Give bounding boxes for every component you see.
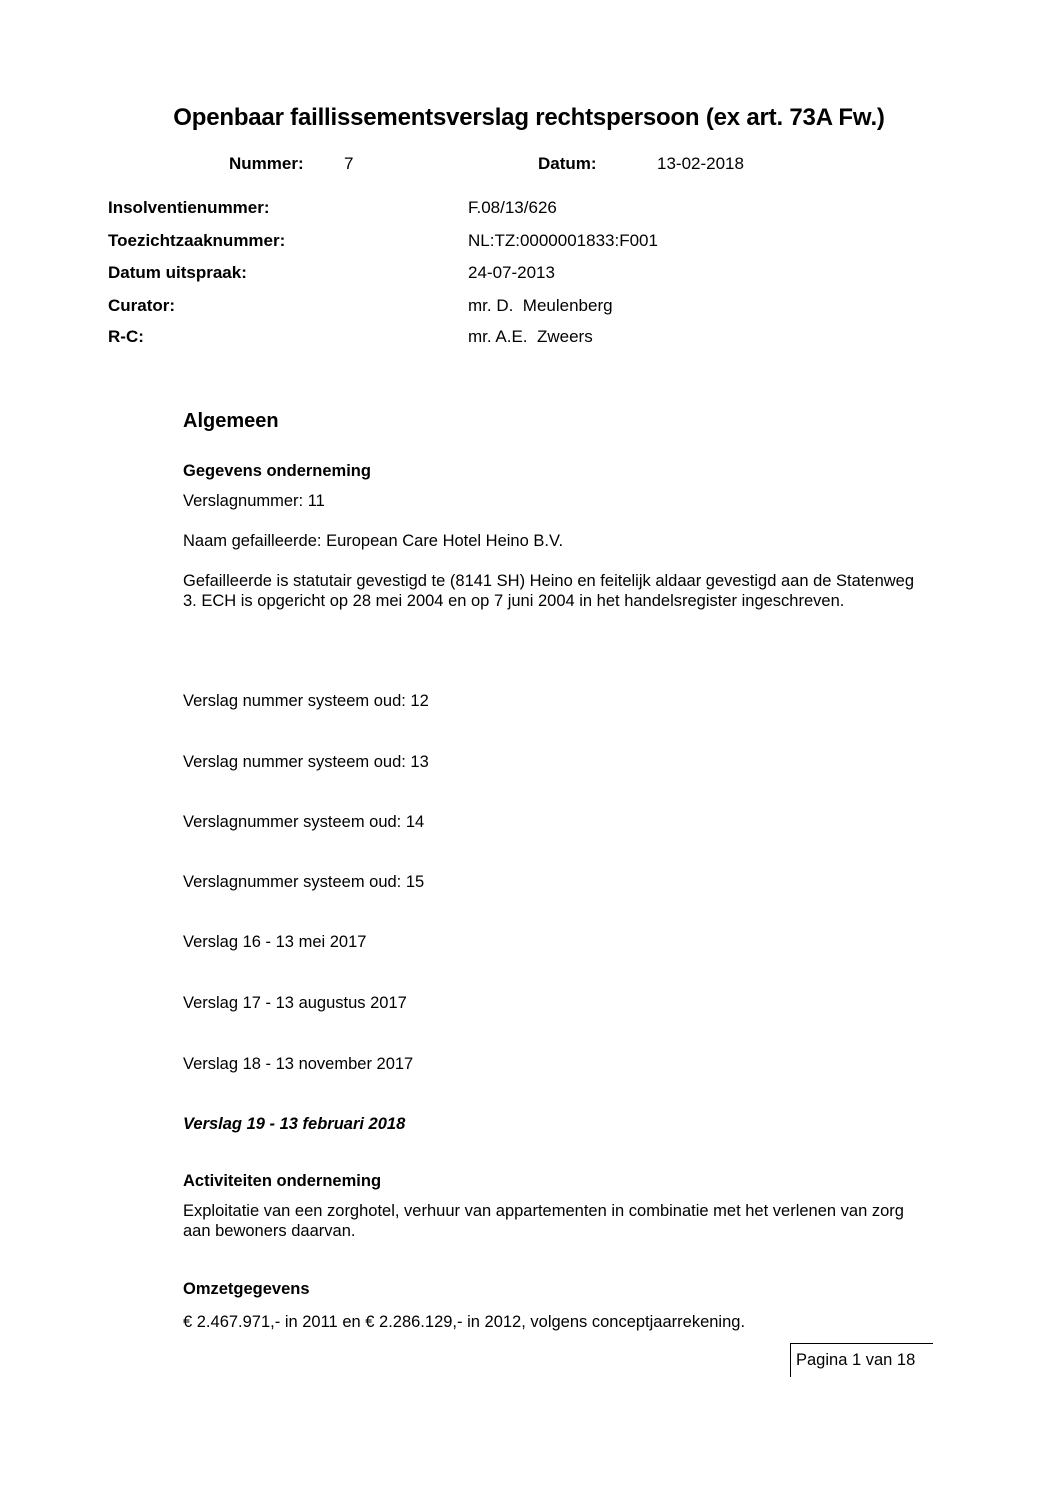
toezichtzaaknummer-value: NL:TZ:0000001833:F001	[468, 231, 658, 250]
verslag-item: Verslagnummer systeem oud: 14	[183, 813, 425, 831]
activiteiten-heading: Activiteiten onderneming	[183, 1172, 382, 1190]
page-number: Pagina 1 van 18	[796, 1351, 916, 1369]
verslag-item: Verslag 17 - 13 augustus 2017	[183, 994, 407, 1012]
nummer-value: 7	[344, 154, 354, 173]
omzet-text: € 2.467.971,- in 2011 en € 2.286.129,- in 2012, volgens conceptjaarrekening.	[183, 1313, 746, 1331]
rc-value: mr. A.E. Zweers	[468, 327, 593, 346]
verslag-item: Verslag nummer systeem oud: 13	[183, 753, 429, 771]
curator-label: Curator:	[108, 296, 176, 315]
datum-uitspraak-value: 24-07-2013	[468, 263, 555, 282]
footer-rule-vertical	[790, 1343, 791, 1377]
current-verslag: Verslag 19 - 13 februari 2018	[183, 1115, 406, 1133]
datum-value: 13-02-2018	[657, 154, 744, 173]
verslag-item: Verslag 16 - 13 mei 2017	[183, 933, 367, 951]
section-heading-algemeen: Algemeen	[183, 410, 279, 432]
insolventienummer-label: Insolventienummer:	[108, 198, 270, 217]
toezichtzaaknummer-label: Toezichtzaaknummer:	[108, 231, 286, 250]
rc-label: R-C:	[108, 327, 144, 346]
nummer-label: Nummer:	[229, 154, 304, 173]
curator-value: mr. D. Meulenberg	[468, 296, 613, 315]
activiteiten-text: Exploitatie van een zorghotel, verhuur van appartementen in combinatie met het verlenen van zorg aan bewoners daarvan.	[183, 1202, 904, 1240]
verslagnummer-text: Verslagnummer: 11	[183, 492, 325, 510]
gegevens-heading: Gegevens onderneming	[183, 462, 371, 480]
naam-gefailleerde-text: Naam gefailleerde: European Care Hotel Heino B.V.	[183, 532, 564, 550]
verslag-item: Verslag 18 - 13 november 2017	[183, 1055, 414, 1073]
datum-uitspraak-label: Datum uitspraak:	[108, 263, 247, 282]
verslag-item: Verslagnummer systeem oud: 15	[183, 873, 425, 891]
datum-label: Datum:	[538, 154, 597, 173]
verslag-item: Verslag nummer systeem oud: 12	[183, 692, 429, 710]
omzet-heading: Omzetgegevens	[183, 1280, 310, 1298]
vestiging-text: Gefailleerde is statutair gevestigd te (8141 SH) Heino en feitelijk aldaar gevestigd aan de Statenweg 3. ECH is opgericht op 28 mei 2004 en op 7 juni 2004 in het handelsregister ingeschreven.	[183, 572, 915, 610]
footer-rule	[790, 1343, 933, 1344]
insolventienummer-value: F.08/13/626	[468, 198, 557, 217]
document-title: Openbaar faillissementsverslag rechtspersoon (ex art. 73A Fw.)	[173, 104, 885, 131]
